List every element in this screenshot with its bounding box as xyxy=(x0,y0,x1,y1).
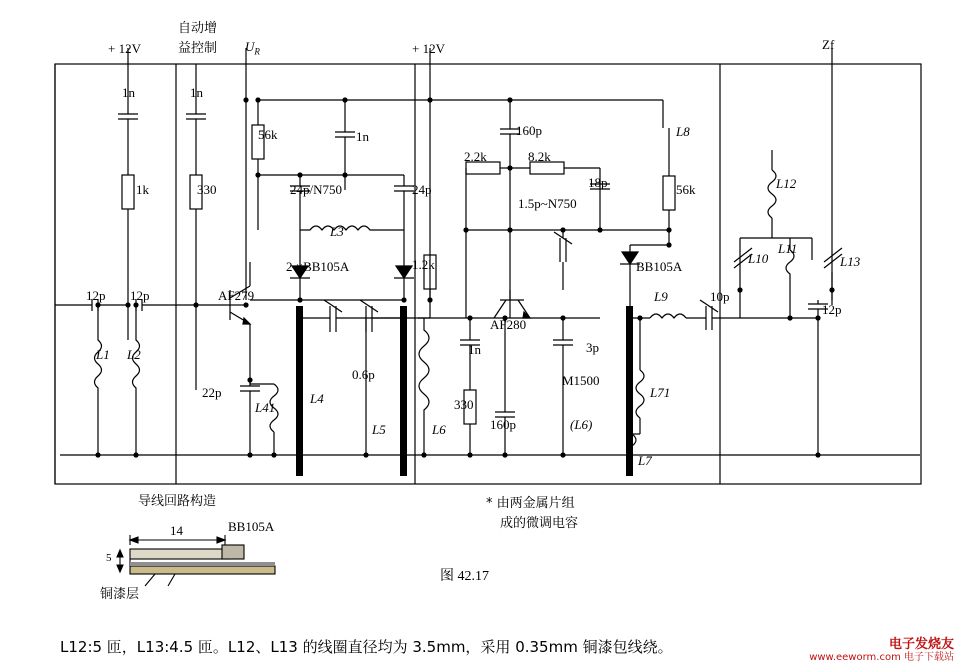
note-trimmer-line1: * 由两金属片组 xyxy=(486,496,575,511)
component-label-c4: 24p/N750 xyxy=(290,182,342,197)
component-label-c8: 22p xyxy=(202,385,222,400)
inset-drawing xyxy=(117,535,275,586)
figure-caption: 图 42.17 xyxy=(440,569,489,584)
inset-dim-height: 5 xyxy=(106,552,112,564)
component-label-q1: AF279 xyxy=(218,288,255,303)
component-label-l41: L41 xyxy=(255,400,276,415)
component-label-l6: L6 xyxy=(432,422,446,437)
component-label-c10: 160p xyxy=(516,123,542,138)
watermark-url: www.eeworm.com 电子下载站 xyxy=(809,652,954,663)
component-label-l10: L10 xyxy=(748,251,769,266)
inset-dim-width: 14 xyxy=(170,523,183,538)
figure-bottom-note: L12:5 匝，L13:4.5 匝。L12、L13 的线圈直径均为 3.5mm，采用 0.35mm 铜漆包线绕。 xyxy=(60,638,673,656)
label-supply-mid: + 12V xyxy=(412,41,445,56)
component-label-l6b: (L6) xyxy=(570,417,593,432)
component-label-c14: 12p xyxy=(822,302,842,317)
component-label-l9: L9 xyxy=(654,289,668,304)
component-label-l2: L2 xyxy=(127,347,141,362)
component-label-c5: 24p xyxy=(412,182,432,197)
label-output-zf: Zf xyxy=(822,37,835,52)
component-label-l11: L11 xyxy=(778,241,798,256)
component-label-r1: 56k xyxy=(258,127,278,142)
component-label-r6: 8.2k xyxy=(528,149,551,164)
label-supply-left: + 12V xyxy=(108,41,141,56)
component-label-c3: 1n xyxy=(356,129,369,144)
component-label-c16: 3p xyxy=(586,340,599,355)
label-agc: 自动增 xyxy=(178,21,218,36)
component-label-c6: 12p xyxy=(86,288,106,303)
component-label-c12: 1.5p~N750 xyxy=(518,196,577,211)
component-label-r5: 2.2k xyxy=(464,149,487,164)
component-label-l4: L4 xyxy=(310,391,324,406)
component-label-c9: 0.6p xyxy=(352,367,375,382)
inset-layer-label: 铜漆层 xyxy=(100,587,140,602)
watermark-title: 电子发烧友 xyxy=(888,636,954,652)
component-label-d1: 2 ×BB105A xyxy=(286,259,350,274)
inset-part-label: BB105A xyxy=(228,519,275,534)
component-label-c2: 1n xyxy=(190,85,203,100)
label-agc-2: 益控制 xyxy=(178,41,218,56)
component-label-c17: 160p xyxy=(490,417,516,432)
component-label-c15: 1n xyxy=(468,342,481,357)
component-label-m1: M1500 xyxy=(562,373,600,388)
note-trimmer-line2: 成的微调电容 xyxy=(500,516,579,531)
component-label-c13: 10p xyxy=(710,289,730,304)
component-label-l7: L7 xyxy=(638,453,652,468)
component-label-l8: L8 xyxy=(676,124,690,139)
component-label-r7: 56k xyxy=(676,182,696,197)
component-label-r4: 1.2k xyxy=(412,257,435,272)
component-label-q2: AF280 xyxy=(490,317,527,332)
component-label-l3: L3 xyxy=(330,224,344,239)
component-label-c1: 1n xyxy=(122,85,135,100)
component-label-l5: L5 xyxy=(372,422,386,437)
component-label-l71: L71 xyxy=(650,385,671,400)
component-label-c7: 12p xyxy=(130,288,150,303)
component-label-d2: BB105A xyxy=(636,259,683,274)
component-label-r8: 330 xyxy=(454,397,474,412)
component-label-r2: 1k xyxy=(136,182,149,197)
inset-title: 导线回路构造 xyxy=(138,494,217,509)
component-label-l1: L1 xyxy=(96,347,110,362)
watermark xyxy=(809,638,954,663)
component-label-r3: 330 xyxy=(197,182,217,197)
component-label-l13: L13 xyxy=(840,254,861,269)
component-label-c11: 18p xyxy=(588,175,608,190)
component-label-l12: L12 xyxy=(776,176,797,191)
label-ur: $U_R$ xyxy=(245,39,260,57)
